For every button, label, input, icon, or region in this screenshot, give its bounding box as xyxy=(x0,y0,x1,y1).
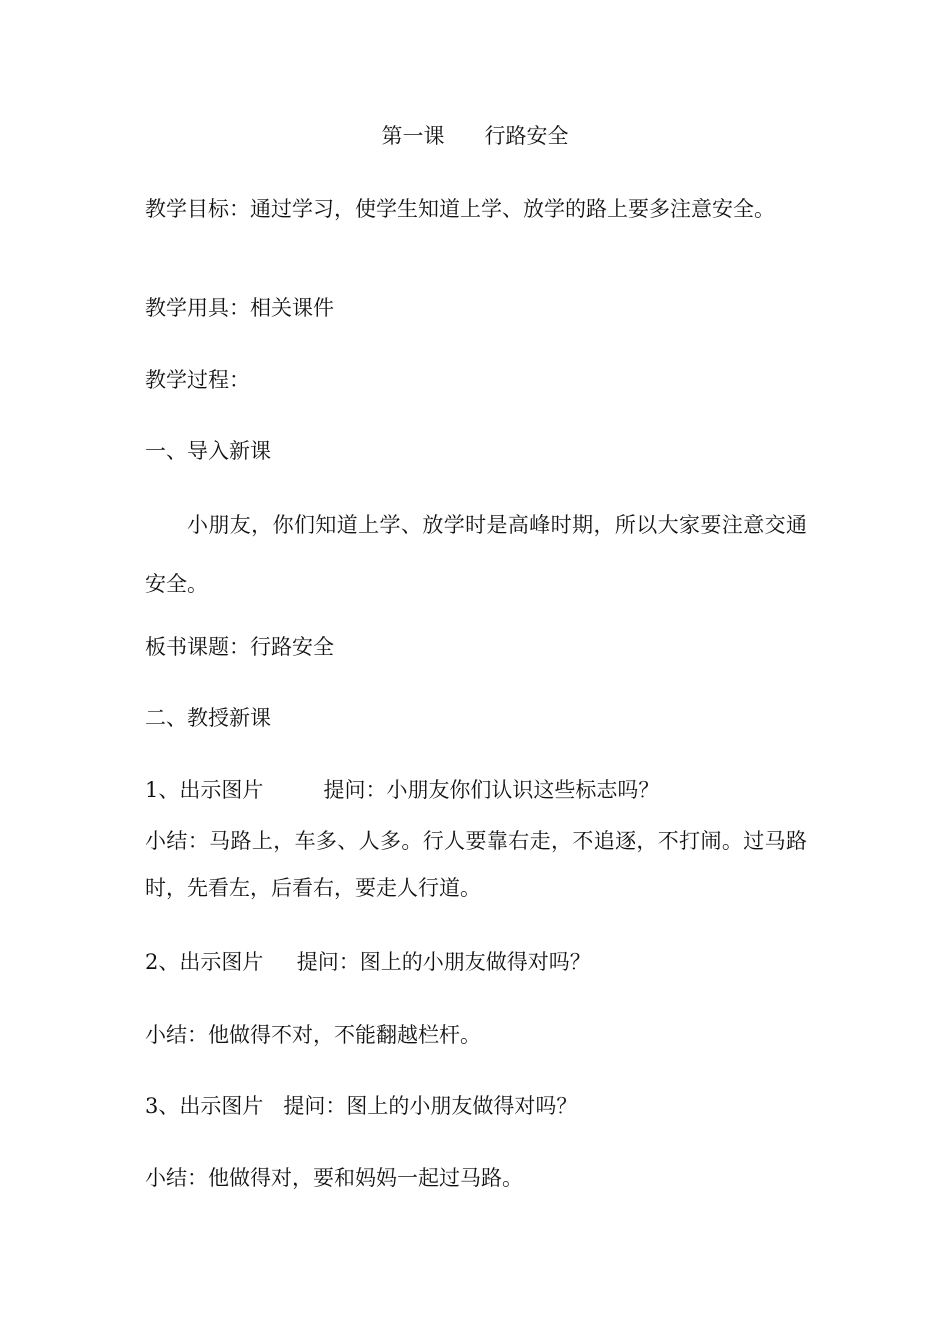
item3-question: 3、出示图片 提问：图上的小朋友做得对吗？ xyxy=(145,1094,578,1118)
teaching-objective: 教学目标：通过学习，使学生知道上学、放学的路上要多注意安全。 xyxy=(145,197,775,221)
item2-question: 2、出示图片 提问：图上的小朋友做得对吗？ xyxy=(145,950,591,974)
item1-question: 1、出示图片 提问：小朋友你们认识这些标志吗？ xyxy=(145,778,660,802)
intro-paragraph: 小朋友，你们知道上学、放学时是高峰时期，所以大家要注意交通安全。 xyxy=(145,513,807,596)
item3-summary: 小结：他做得对，要和妈妈一起过马路。 xyxy=(145,1166,523,1190)
board-title: 板书课题：行路安全 xyxy=(145,635,334,659)
lesson-title: 第一课 行路安全 xyxy=(381,124,569,148)
teaching-tools: 教学用具：相关课件 xyxy=(145,296,334,320)
item1-summary: 小结：马路上，车多、人多。行人要靠右走，不追逐，不打闹。过马路时，先看左，后看右，要走人行道。 xyxy=(145,829,807,900)
section-heading-intro: 一、导入新课 xyxy=(145,439,271,463)
item2-summary: 小结：他做得不对，不能翻越栏杆。 xyxy=(145,1023,481,1047)
section-heading-new-lesson: 二、教授新课 xyxy=(145,706,271,730)
teaching-process-heading: 教学过程： xyxy=(145,368,250,392)
